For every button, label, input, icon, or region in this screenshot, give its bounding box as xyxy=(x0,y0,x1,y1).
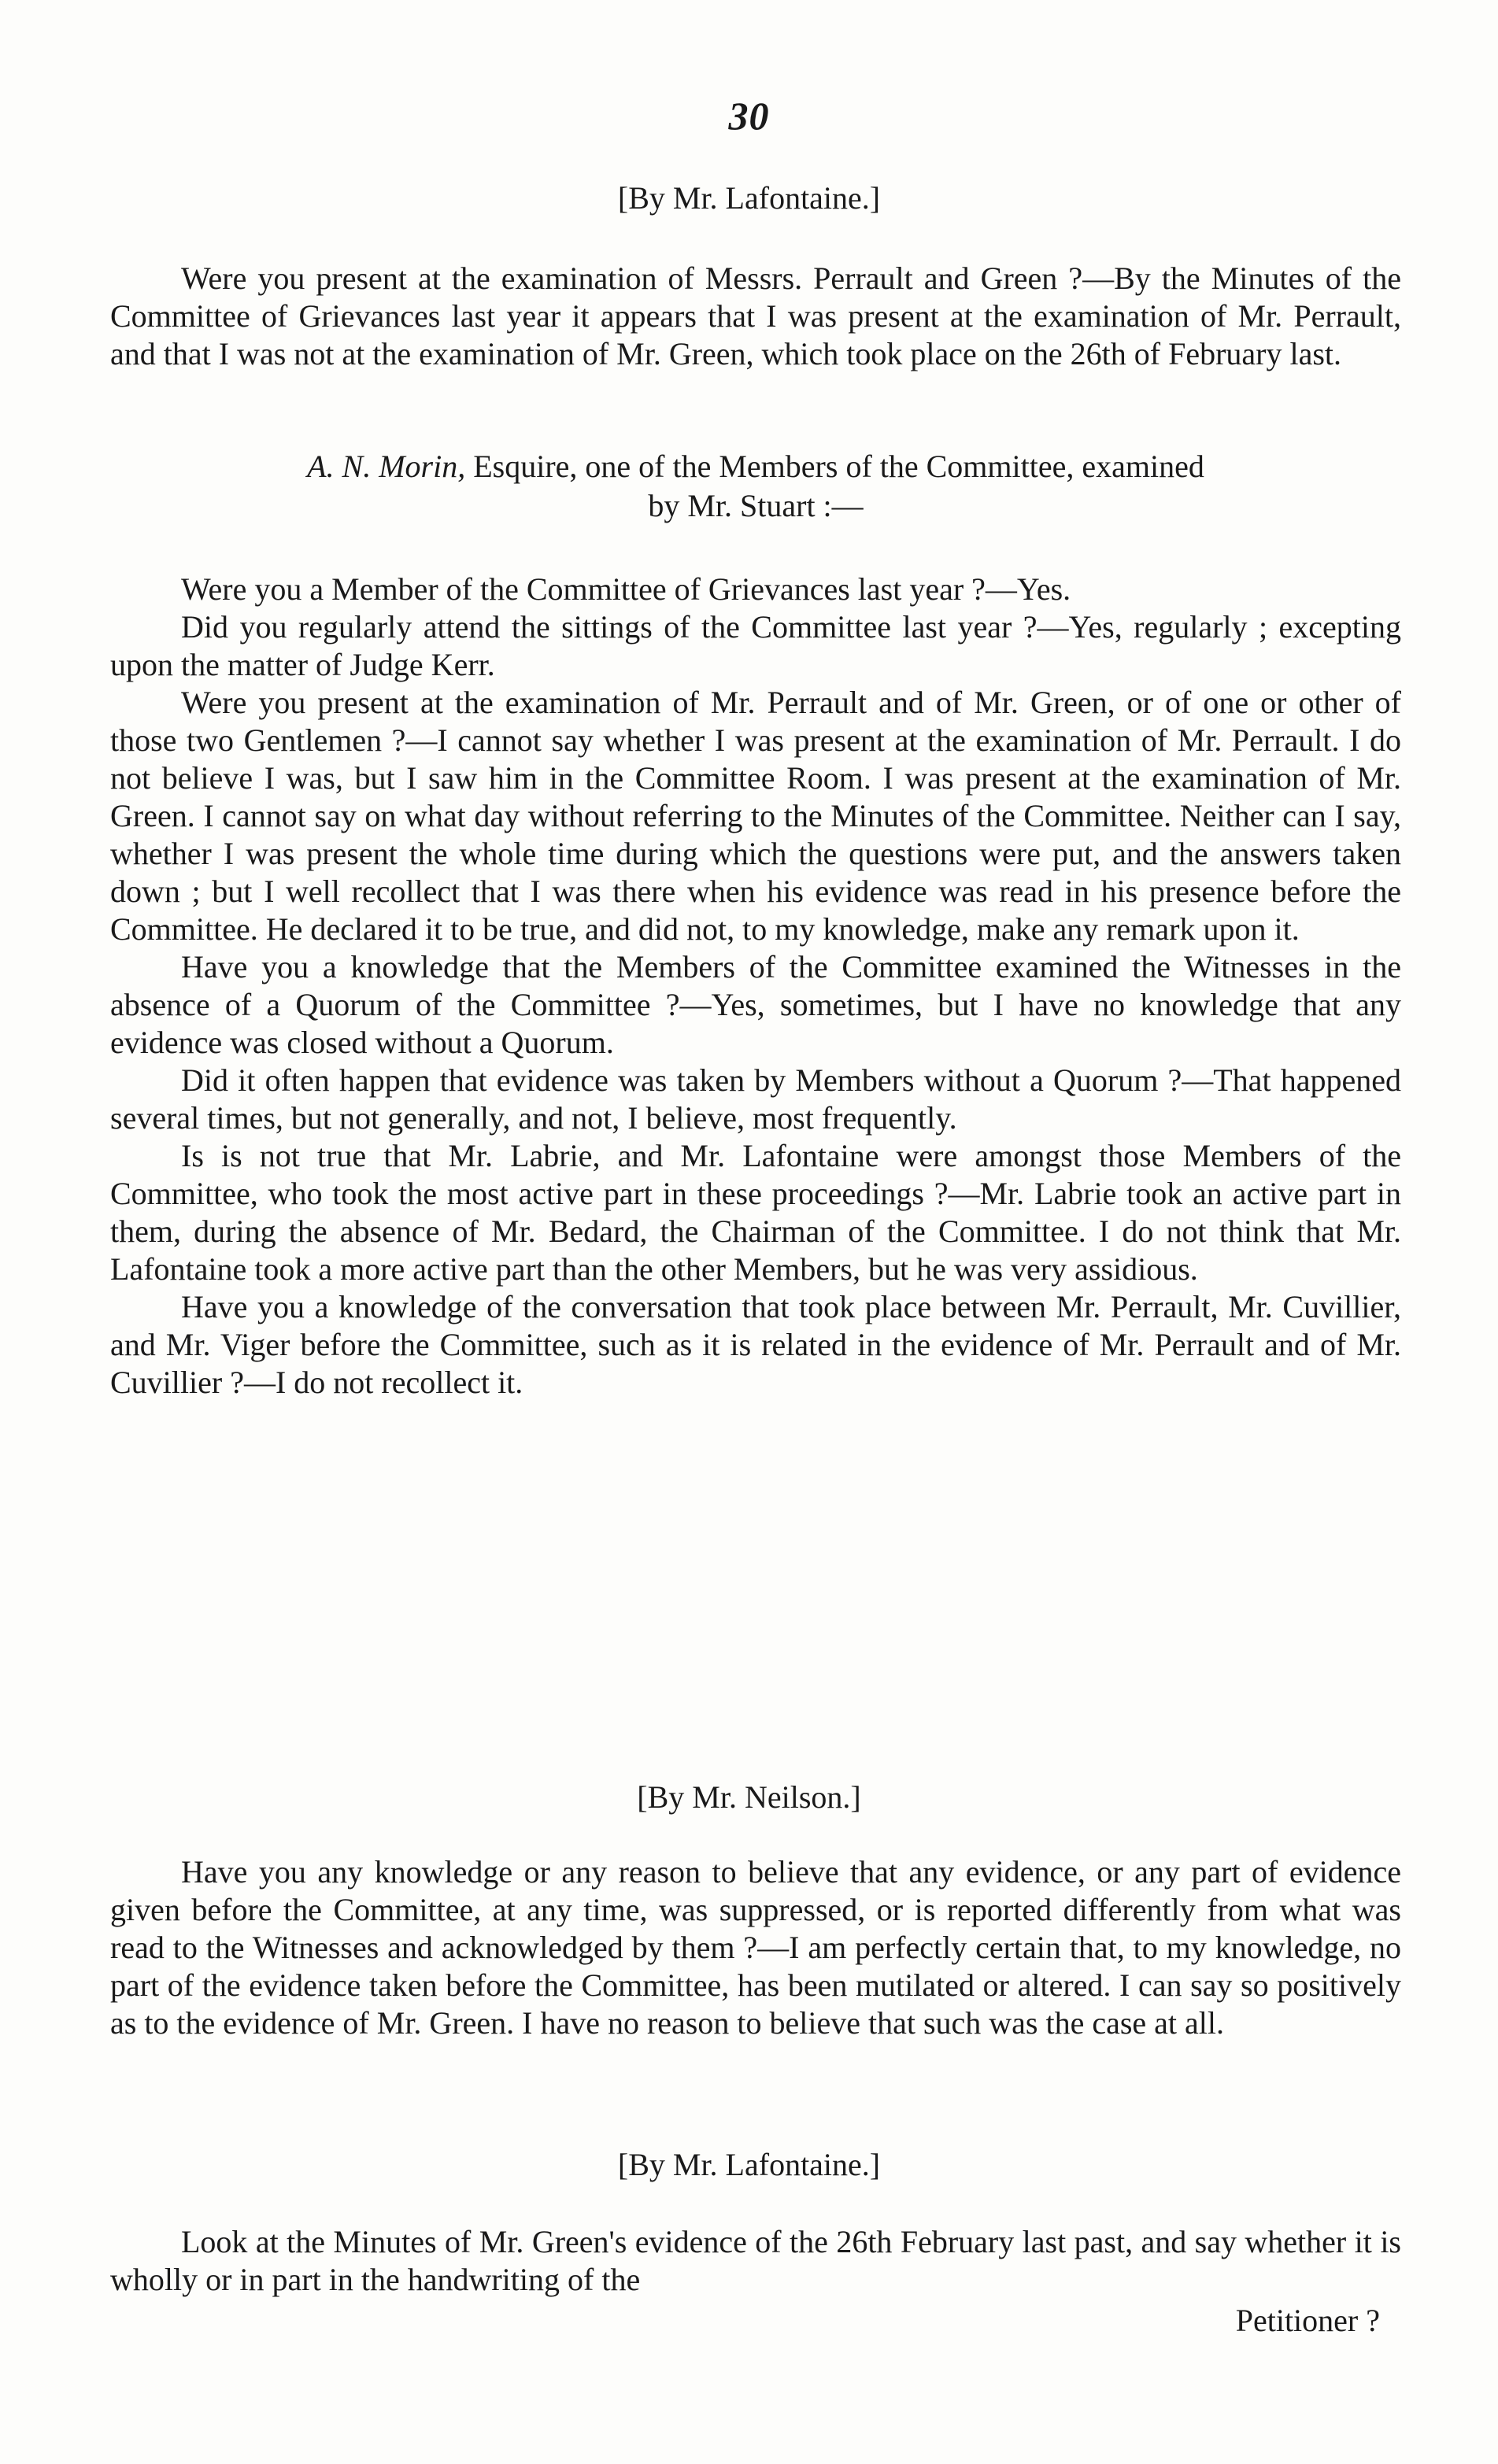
testimony-paragraph: Were you a Member of the Committee of Grievances last year ?—Yes. xyxy=(181,571,1071,607)
paragraph-neilson-question: Have you any knowledge or any reason to believe that any evidence, or any part of evidence given before the Committee, at any time, was suppressed, or is reported differently from what was read to the Witnesses and acknowledged by them ?—I am perfectly certain that, to my knowledge, no part of the evidence taken before the Committee, has been mutilated or altered. I can say so positively as to the evidence of Mr. Green. I have no reason to believe that such was the case at all. xyxy=(110,1854,1401,2041)
testimony-paragraph: Did it often happen that evidence was taken by Members without a Quorum ?—That happened several times, but not generally, and not, I believe, most frequently. xyxy=(110,1062,1401,1136)
final-question-block xyxy=(110,2223,1401,2299)
catchword: Petitioner ? xyxy=(1235,2303,1380,2338)
question-block-1 xyxy=(110,260,1401,373)
witness-heading xyxy=(110,447,1401,526)
testimony-paragraph: Is is not true that Mr. Labrie, and Mr. Lafontaine were amongst those Members of the Committee, who took the most active part in these proceedings ?—Mr. Labrie took an active part in them, during the absence of Mr. Bedard, the Chairman of the Committee. I do not think that Mr. Lafontaine took a more active part than the other Members, but he was very assidious. xyxy=(110,1138,1401,1287)
page-number: 30 xyxy=(728,94,770,138)
witness-heading-line-1 xyxy=(110,447,1401,486)
testimony-paragraph: Have you a knowledge that the Members of the Committee examined the Witnesses in the absence of a Quorum of the Committee ?—Yes, sometimes, but I have no knowledge that any evidence was closed without a Quorum. xyxy=(110,949,1401,1060)
heading-by-mr-neilson: [By Mr. Neilson.] xyxy=(637,1779,861,1815)
witness-description: Esquire, one of the Members of the Committee, examined xyxy=(465,449,1204,484)
neilson-question-block xyxy=(110,1853,1401,2042)
testimony-paragraph: Were you present at the examination of Mr. Perrault and of Mr. Green, or of one or other of those two Gentlemen ?—I cannot say whether I was present at the examination of Mr. Perrault. I do not believe I was, but I saw him in the Committee Room. I was present at the examination of Mr. Green. I cannot say on what day without referring to the Minutes of the Committee. Neither can I say, whether I was present the whole time during which the questions were put, and the answers taken down ; but I well recollect that I was there when his evidence was read in his presence before the Committee. He declared it to be true, and did not, to my knowledge, make any remark upon it. xyxy=(110,685,1401,947)
witness-heading-line-2: by Mr. Stuart :— xyxy=(648,488,864,523)
testimony-paragraph: Have you a knowledge of the conversation that took place between Mr. Perrault, Mr. Cuvillier, and Mr. Viger before the Committee, such as it is related in the evidence of Mr. Perrault and of Mr. Cuvillier ?—I do not recollect it. xyxy=(110,1289,1401,1400)
heading-by-mr-lafontaine-2: [By Mr. Lafontaine.] xyxy=(617,2147,881,2182)
paragraph-examination-perrault-green: Were you present at the examination of Messrs. Perrault and Green ?—By the Minutes of the Committee of Grievances last year it appears that I was present at the examination of Mr. Perrault, and that I was not at the examination of Mr. Green, which took place on the 26th of February last. xyxy=(110,260,1401,371)
testimony-paragraph: Did you regularly attend the sittings of the Committee last year ?—Yes, regularly ; excepting upon the matter of Judge Kerr. xyxy=(110,609,1401,682)
paragraph-minutes-question: Look at the Minutes of Mr. Green's evidence of the 26th February last past, and say whether it is wholly or in part in the handwriting of the xyxy=(110,2224,1401,2297)
heading-by-mr-lafontaine: [By Mr. Lafontaine.] xyxy=(617,180,881,216)
witness-name: A. N. Morin, xyxy=(307,449,466,484)
testimony-block xyxy=(110,571,1401,1402)
